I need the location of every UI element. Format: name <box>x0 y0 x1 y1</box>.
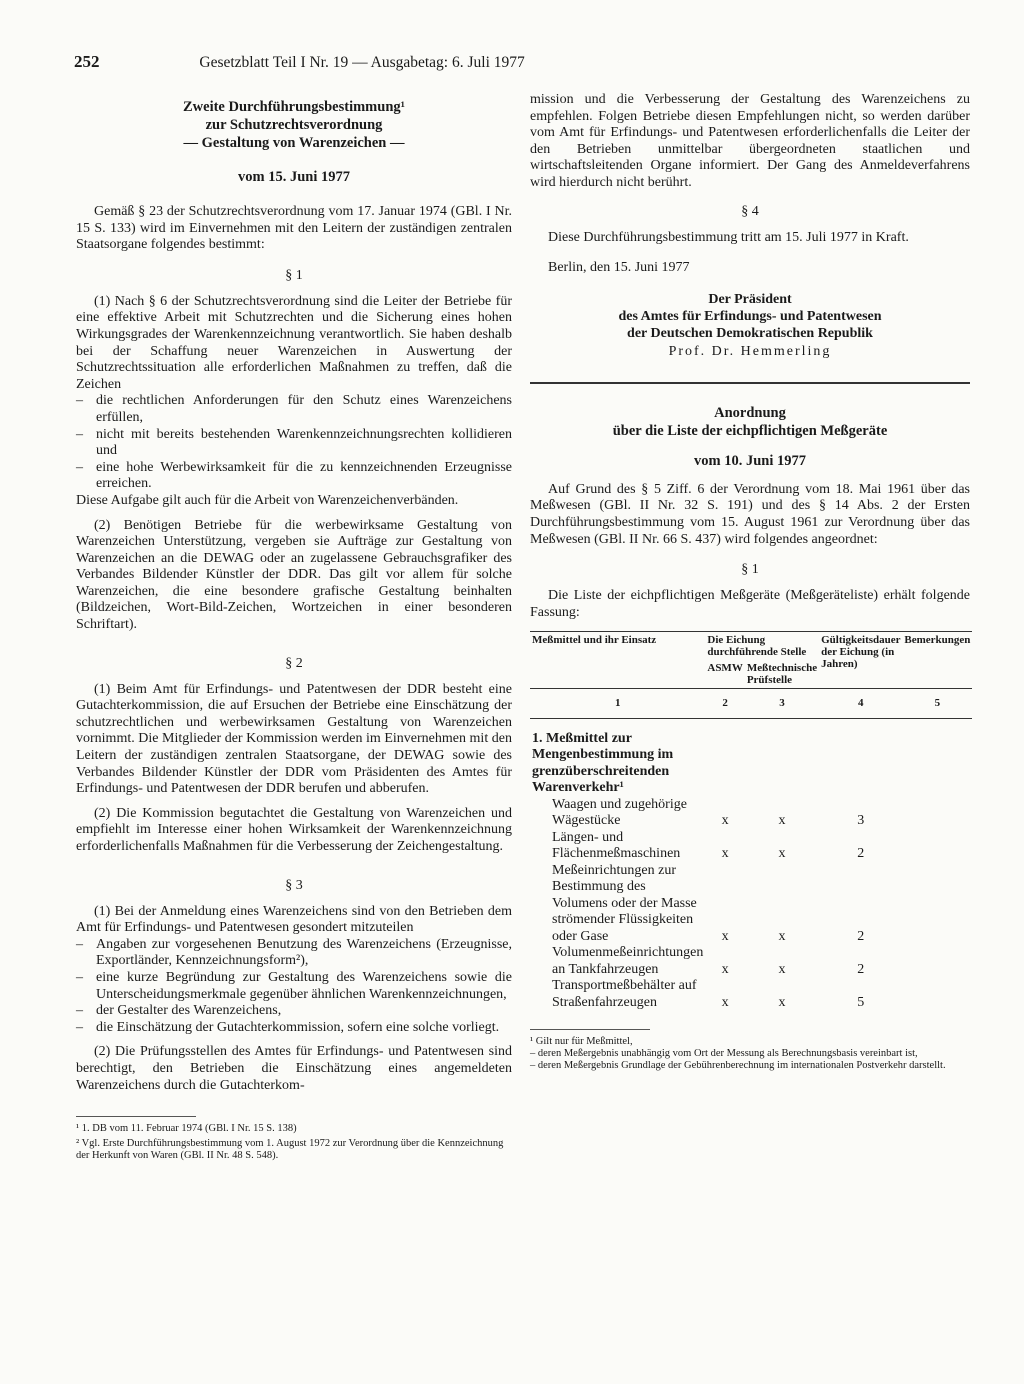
table-footnote-1: ¹ Gilt nur für Meßmittel, <box>530 1036 633 1048</box>
doc1-s3-p1: (1) Bei der Anmeldung eines Warenzeichens sind von den Betrieben dem Amt für Erfindungs- und Patentwesen gesondert mitzuteilen <box>76 903 512 936</box>
doc1-s1-after: Diese Aufgabe gilt auch für die Arbeit von Warenzeichenverbänden. <box>76 492 459 508</box>
footnote-1: ¹ 1. DB vom 11. Februar 1974 (GBl. I Nr. 15 S. 138) <box>76 1123 297 1135</box>
doc2-title-line-1: Anordnung <box>714 404 786 421</box>
list-item: – eine kurze Begründung zur Gestaltung des Warenzeichens sowie die Unterscheidungsmerkmale gegenüber ähnlichen Warenkennzeichnungen, <box>76 969 512 1002</box>
col-header-5: Bemerkungen <box>902 632 972 689</box>
signer-org-2: des Amtes für Erfindungs- und Patentwesen <box>618 308 882 324</box>
doc1-s3-p2-continued: mission und die Verbesserung der Gestaltung des Warenzeichens zu empfehlen. Folgen Betriebe diesen Empfehlungen nicht, so werden darüber vom Amt für Erfindungs- und Patentwesen erforderlichenfalls die Leiter der den Betrieben unmittelbar übergeordneten staatlichen und wirtschaftsleitenden Organe informiert. Der Gang des Anmeldeverfahrens wird hierdurch nicht berührt. <box>530 92 970 190</box>
list-item: – Angaben zur vorgesehenen Benutzung des Warenzeichens (Erzeugnisse, Exportländer, Kennzeichnungsform²), <box>76 936 512 969</box>
col-number: 4 <box>819 689 902 719</box>
col-header-4: Gültigkeitsdauer der Eichung (in Jahren) <box>819 632 902 689</box>
doc2-title-line-2: über die Liste der eichpflichtigen Meßgeräte <box>612 422 888 439</box>
table-row: Waagen und zugehörige Wägestücke x x 3 <box>552 796 865 829</box>
doc1-date: vom 15. Juni 1977 <box>238 169 350 185</box>
measuring-devices-table <box>530 631 972 1011</box>
list-item: – nicht mit bereits bestehenden Warenkennzeichnungsrechten kollidieren und <box>76 426 512 459</box>
doc1-title-line-1: Zweite Durchführungsbestimmung¹ <box>182 99 405 115</box>
running-title: Gesetzblatt Teil I Nr. 19 — Ausgabetag: 6. Juli 1977 <box>199 54 525 71</box>
signer-name: Prof. Dr. Hemmerling <box>668 343 832 359</box>
doc1-title-line-3: — Gestaltung von Warenzeichen — <box>183 135 405 151</box>
right-column <box>530 92 970 1072</box>
doc2-s1-heading: § 1 <box>741 562 759 578</box>
doc1-s1-heading: § 1 <box>285 267 303 283</box>
footnote-divider <box>76 1116 196 1117</box>
doc1-s3-heading: § 3 <box>285 877 303 893</box>
section-divider <box>530 382 970 384</box>
list-item: – eine hohe Werbewirksamkeit für die zu kennzeichnenden Erzeugnisse erreichen. <box>76 459 512 492</box>
signer-org-3: der Deutschen Demokratischen Republik <box>627 325 873 341</box>
col-header-23: Die Eichung durchführende Stelle <box>705 632 819 661</box>
col-header-2: ASMW <box>707 662 743 675</box>
doc2-date: vom 10. Juni 1977 <box>694 452 806 469</box>
table-group-row: 1. Meßmittel zur Mengenbestimmung im grenzüberschreitenden Warenverkehr¹ <box>532 730 674 796</box>
doc1-s2-p2: (2) Die Kommission begutachtet die Gestaltung von Warenzeichen und empfiehlt im Interesse einer hohen Wirksamkeit der Warenkennzeichnung erforderlichenfalls Maßnahmen für die Verbesserung der Zeichengestaltung. <box>76 805 512 854</box>
list-item: – die rechtlichen Anforderungen für den Schutz eines Warenzeichens erfüllen, <box>76 393 512 425</box>
table-row: Transportmeßbehälter auf Straßenfahrzeugen x x 5 <box>552 978 865 1010</box>
col-number: 1 <box>530 689 705 719</box>
page-header <box>74 52 714 72</box>
left-column <box>76 92 512 1162</box>
doc1-s3-p2: (2) Die Prüfungsstellen des Amtes für Erfindungs- und Patentwesen sind berechtigt, den Betrieben die Einschätzung eines angemeldeten Warenzeichens durch die Gutachterkom- <box>76 1044 512 1093</box>
table-footnote-3: – deren Meßergebnis Grundlage der Gebührenberechnung im internationalen Postverkehr darstellt. <box>530 1060 946 1072</box>
doc1-s2-p1: (1) Beim Amt für Erfindungs- und Patentwesen der DDR besteht eine Gutachterkommission, die auf Ersuchen der Betriebe eine Einschätzung der schutzrechtlichen und werbewirksamen Gestaltung von Warenzeichen vornimmt. Die Mitglieder der Kommission werden im Einvernehmen mit den Leitern der zuständigen zentralen Staatsorgane, der DEWAG sowie des Verbandes Bildender Künstler der DDR vom Präsidenten des Amtes für Erfindungs- und Patentwesen der DDR berufen und abberufen. <box>76 681 512 797</box>
doc1-s1-p1: (1) Nach § 6 der Schutzrechtsverordnung sind die Leiter der Betriebe für eine effektive Arbeit mit Schutzrechten und die Sicherung eines hohen Wirkungsgrades der Warenkennzeichnung verantwortlich. Sie haben deshalb bei der Schaffung neuer Warenzeichen in Auswertung der Schutzrechtssituation alle erforderlichen Maßnahmen zu treffen, daß die Zeichen <box>76 293 512 392</box>
list-item: – die Einschätzung der Gutachterkommission, sofern eine solche vorliegt. <box>76 1019 500 1035</box>
table-footnote-2: – deren Meßergebnis unabhängig vom Ort der Messung als Berechnungsbasis vereinbart ist, <box>530 1048 918 1060</box>
signer-org-1: Der Präsident <box>708 291 792 307</box>
doc2-intro: Auf Grund des § 5 Ziff. 6 der Verordnung vom 18. Mai 1961 über das Meßwesen (GBl. II Nr. 32 S. 191) und des § 14 Abs. 2 der Ersten Durchführungsbestimmung vom 15. August 1961 zur Verordnung über das Meßwesen (GBl. II Nr. 66 S. 437) wird folgendes angeordnet: <box>530 481 970 547</box>
footnote-2: ² Vgl. Erste Durchführungsbestimmung vom 1. August 1972 zur Verordnung über die Kennzeichnung der Herkunft von Waren (GBl. II Nr. 48 S. 548). <box>76 1138 504 1162</box>
doc1-title-line-2: zur Schutzrechtsverordnung <box>205 117 383 133</box>
col-number: 3 <box>745 689 819 719</box>
col-header-1: Meßmittel und ihr Einsatz <box>530 632 705 689</box>
footnote-divider <box>530 1029 650 1030</box>
doc1-s2-heading: § 2 <box>285 655 303 671</box>
doc1-s4-p1: Diese Durchführungsbestimmung tritt am 15. Juli 1977 in Kraft. <box>548 229 909 245</box>
list-item: – der Gestalter des Warenzeichens, <box>76 1003 282 1019</box>
table-row: Meßeinrichtungen zur Bestimmung des Volumens oder der Masse strömender Flüssigkeiten oder Gase x x 2 <box>552 862 865 944</box>
doc2-s1-p1: Die Liste der eichpflichtigen Meßgeräte (Meßgeräteliste) erhält folgende Fassung: <box>530 588 970 620</box>
signature-block <box>530 291 970 360</box>
place-date: Berlin, den 15. Juni 1977 <box>548 260 690 276</box>
doc1-s4-heading: § 4 <box>741 203 759 219</box>
col-number: 5 <box>902 689 972 719</box>
col-header-3: Meßtechnische Prüfstelle <box>746 662 818 687</box>
doc1-s1-p2: (2) Benötigen Betriebe für die werbewirksame Gestaltung von Warenzeichen Unterstützung, vergeben sie Aufträge zur Gestaltung von Warenzeichen an die DEWAG oder an zugelassene Gebrauchsgrafiker des Verbandes Bildender Künstler der DDR. Das gilt vor allem für solche Warenzeichen, die eine besondere grafische Gestaltung beinhalten (Bildzeichen, Wort-Bild-Zeichen, Wortzeichen in einer besonderen Schriftart). <box>76 517 512 633</box>
doc1-intro: Gemäß § 23 der Schutzrechtsverordnung vom 17. Januar 1974 (GBl. I Nr. 15 S. 133) wird im Einvernehmen mit den Leitern der zuständigen zentralen Staatsorgane folgendes bestimmt: <box>76 204 512 253</box>
col-number: 2 <box>705 689 744 719</box>
table-row: Volumenmeßeinrichtungen an Tankfahrzeugen x x 2 <box>552 945 865 977</box>
page-number: 252 <box>74 52 100 71</box>
table-row: Längen- und Flächenmeßmaschinen x x 2 <box>552 829 865 862</box>
